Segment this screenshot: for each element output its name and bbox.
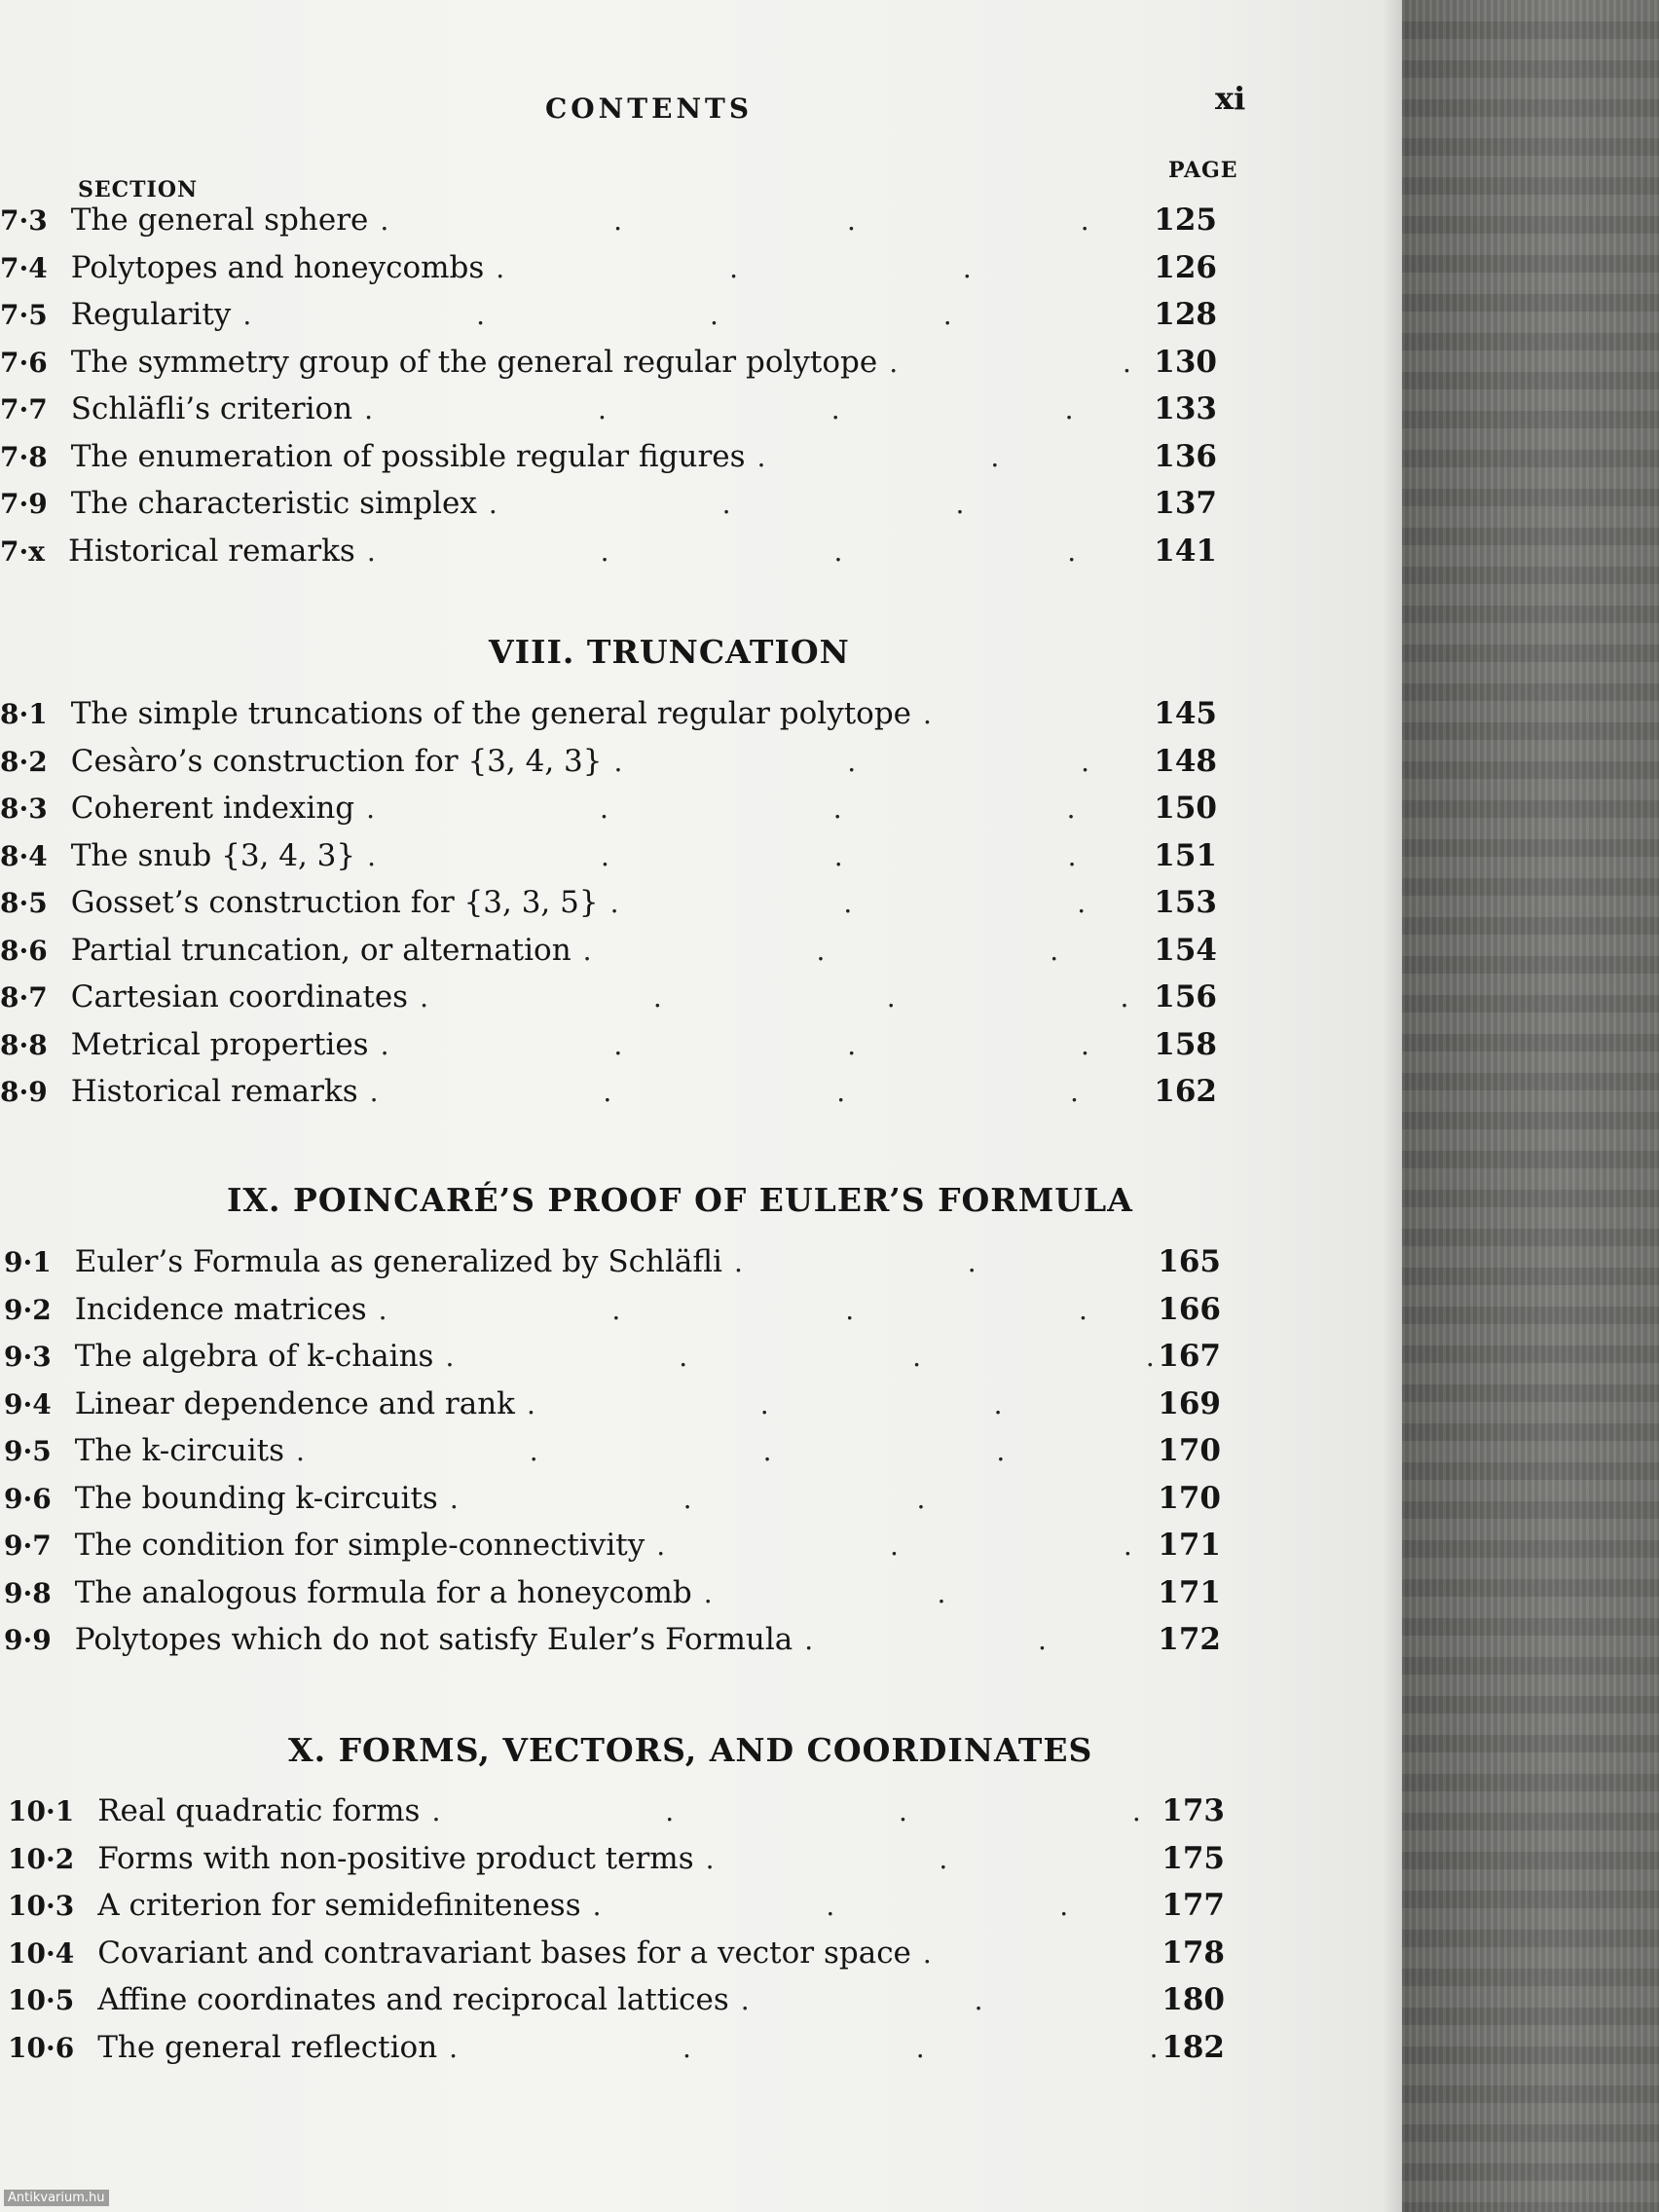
dot-leader	[354, 793, 1149, 825]
page-number: 173	[1161, 1793, 1225, 1828]
toc-entry	[4, 1292, 1221, 1331]
section-title: The general sphere	[70, 203, 369, 238]
section-number: 8·5	[0, 887, 48, 919]
dot-leader	[746, 441, 1149, 473]
page-title: CONTENTS	[545, 92, 754, 125]
toc-entry	[8, 1936, 1225, 1974]
page-number: 166	[1158, 1291, 1221, 1327]
section-title: Covariant and contravariant bases for a vector space	[97, 1935, 911, 1971]
dot-leader	[284, 1435, 1153, 1467]
section-number: 9·2	[4, 1293, 52, 1326]
section-number: 7·8	[0, 440, 48, 473]
section-title: Euler’s Formula as generalized by Schläfli	[74, 1244, 722, 1279]
section-title: Incidence matrices	[74, 1291, 367, 1327]
page-number: 158	[1154, 1026, 1217, 1062]
section-number: 9·5	[4, 1435, 52, 1467]
page-number: 133	[1154, 391, 1217, 426]
section-number: 8·6	[0, 934, 48, 967]
page-number: 170	[1158, 1433, 1221, 1468]
page-number: 136	[1154, 438, 1217, 474]
dot-leader	[692, 1577, 1153, 1609]
section-title: A criterion for semidefiniteness	[97, 1888, 581, 1923]
toc-entry	[0, 486, 1217, 525]
page-number: 125	[1154, 203, 1217, 238]
section-number: 8·1	[0, 698, 48, 730]
dot-leader	[438, 1483, 1153, 1515]
dot-leader	[355, 535, 1149, 568]
page-number: 137	[1154, 486, 1217, 521]
section-number: 7·x	[0, 535, 45, 568]
watermark-logo: Antikvarium.hu	[4, 2190, 109, 2206]
toc-entry	[4, 1433, 1221, 1472]
dot-leader	[515, 1388, 1153, 1420]
dot-leader	[694, 1843, 1157, 1875]
section-title: Coherent indexing	[70, 791, 355, 826]
toc-entry	[0, 1027, 1217, 1066]
dot-leader	[571, 935, 1149, 967]
page-folio: xi	[1215, 80, 1246, 117]
section-title: The general reflection	[97, 2029, 438, 2065]
section-title: Cesàro’s construction for {3, 4, 3}	[70, 743, 603, 779]
section-number: 10·4	[8, 1936, 75, 1970]
page-number: 153	[1154, 885, 1217, 920]
dot-leader	[231, 299, 1149, 331]
dot-leader	[368, 204, 1149, 237]
page-number: 178	[1161, 1935, 1225, 1971]
section-title: Cartesian coordinates	[70, 979, 409, 1014]
dot-leader	[645, 1530, 1153, 1562]
toc-entry	[8, 1888, 1225, 1927]
dot-leader	[477, 488, 1149, 520]
toc-entry	[8, 1982, 1225, 2021]
dot-leader	[911, 698, 1149, 730]
toc-entry	[0, 744, 1217, 783]
dot-leader	[420, 1795, 1157, 1827]
page-number: 171	[1158, 1574, 1221, 1610]
section-title: Forms with non-positive product terms	[97, 1840, 694, 1876]
section-number: 8·7	[0, 981, 48, 1014]
section-title: The symmetry group of the general regular polytope	[70, 344, 878, 380]
dot-leader	[602, 746, 1149, 778]
chapter-heading: X. FORMS, VECTORS, AND COORDINATES	[288, 1731, 1093, 1769]
section-number: 8·8	[0, 1028, 48, 1061]
dot-leader	[729, 1984, 1157, 2016]
dot-leader	[355, 840, 1149, 872]
page-number: 148	[1154, 743, 1217, 779]
section-number: 10·6	[8, 2031, 75, 2064]
toc-entry	[0, 391, 1217, 430]
book-spine-background	[1402, 0, 1659, 2212]
section-title: Polytopes which do not satisfy Euler’s Formula	[74, 1622, 793, 1657]
page-number: 169	[1158, 1385, 1221, 1421]
page-number: 177	[1161, 1888, 1225, 1923]
dot-leader	[367, 1294, 1153, 1326]
dot-leader	[793, 1624, 1153, 1656]
page-number: 141	[1154, 533, 1217, 569]
toc-entry	[4, 1244, 1221, 1283]
toc-entry	[0, 439, 1217, 478]
section-title: The k-circuits	[74, 1433, 284, 1468]
section-title: The algebra of k-chains	[74, 1339, 434, 1374]
section-number: 8·3	[0, 793, 48, 825]
dot-leader	[484, 252, 1149, 284]
page-number: 182	[1161, 2029, 1225, 2065]
toc-entry	[4, 1575, 1221, 1614]
section-number: 9·6	[4, 1482, 52, 1515]
chapter-heading: IX. POINCARÉ’S PROOF OF EULER’S FORMULA	[227, 1181, 1133, 1219]
section-number: 10·2	[8, 1842, 75, 1875]
toc-entry	[4, 1386, 1221, 1425]
section-number: 7·6	[0, 346, 48, 379]
section-column-label: SECTION	[78, 177, 199, 203]
section-title: Historical remarks	[70, 1074, 358, 1109]
toc-entry	[4, 1481, 1221, 1520]
toc-entry	[0, 838, 1217, 877]
section-number: 9·1	[4, 1246, 52, 1278]
page-number: 175	[1161, 1840, 1225, 1876]
page-number: 150	[1154, 791, 1217, 826]
section-number: 7·7	[0, 393, 48, 425]
section-number: 10·5	[8, 1984, 75, 2016]
dot-leader	[581, 1890, 1157, 1922]
section-title: The snub {3, 4, 3}	[70, 837, 356, 873]
section-title: Linear dependence and rank	[74, 1385, 515, 1421]
page-number: 172	[1158, 1622, 1221, 1657]
toc-entry	[0, 203, 1217, 241]
section-title: Schläfli’s criterion	[70, 391, 353, 426]
page-number: 156	[1154, 979, 1217, 1014]
section-title: The characteristic simplex	[70, 486, 477, 521]
toc-entry	[0, 791, 1217, 830]
page-number: 151	[1154, 837, 1217, 873]
page-number: 145	[1154, 696, 1217, 731]
toc-entry	[0, 297, 1217, 336]
page-number: 128	[1154, 297, 1217, 332]
dot-leader	[352, 393, 1149, 425]
section-title: Metrical properties	[70, 1026, 369, 1062]
section-title: Gosset’s construction for {3, 3, 5}	[70, 885, 599, 920]
section-title: The bounding k-circuits	[74, 1480, 438, 1516]
toc-entry	[0, 885, 1217, 924]
dot-leader	[408, 981, 1149, 1014]
page-number: 171	[1158, 1528, 1221, 1563]
page-number: 165	[1158, 1244, 1221, 1279]
toc-entry	[4, 1528, 1221, 1567]
page-number: 180	[1161, 1982, 1225, 2017]
toc-entry	[4, 1339, 1221, 1378]
toc-entry	[8, 1793, 1225, 1832]
section-number: 10·3	[8, 1890, 75, 1922]
section-title: The simple truncations of the general regular polytope	[70, 696, 912, 731]
page-number: 162	[1154, 1074, 1217, 1109]
section-title: The enumeration of possible regular figures	[70, 438, 746, 474]
section-title: The analogous formula for a honeycomb	[74, 1574, 692, 1610]
dot-leader	[358, 1076, 1149, 1108]
toc-entry	[0, 979, 1217, 1018]
section-number: 8·4	[0, 839, 48, 872]
section-title: Regularity	[70, 297, 232, 332]
dot-leader	[877, 347, 1149, 379]
toc-entry	[0, 933, 1217, 972]
section-number: 7·4	[0, 251, 48, 284]
page-number: 170	[1158, 1480, 1221, 1516]
section-number: 9·4	[4, 1387, 52, 1420]
section-number: 9·7	[4, 1530, 52, 1562]
section-number: 10·1	[8, 1795, 75, 1827]
toc-entry	[0, 250, 1217, 289]
toc-entry	[4, 1622, 1221, 1661]
section-title: Real quadratic forms	[97, 1793, 421, 1828]
toc-entry	[0, 1074, 1217, 1113]
toc-entry	[0, 696, 1217, 735]
section-number: 9·9	[4, 1624, 52, 1656]
section-title: Affine coordinates and reciprocal lattices	[97, 1982, 729, 2017]
dot-leader	[599, 887, 1149, 919]
dot-leader	[437, 2032, 1157, 2064]
page-number: 126	[1154, 249, 1217, 285]
section-title: Partial truncation, or alternation	[70, 932, 571, 968]
section-number: 9·8	[4, 1576, 52, 1609]
page-number: 167	[1158, 1339, 1221, 1374]
page-number: 154	[1154, 932, 1217, 968]
toc-entry	[8, 2030, 1225, 2069]
section-title: Historical remarks	[67, 533, 355, 569]
section-number: 8·9	[0, 1076, 48, 1108]
section-number: 8·2	[0, 745, 48, 778]
toc-entry	[0, 534, 1217, 572]
page-number: 130	[1154, 344, 1217, 380]
section-number: 7·3	[0, 204, 48, 237]
section-title: The condition for simple-connectivity	[74, 1528, 645, 1563]
section-title: Polytopes and honeycombs	[70, 249, 485, 285]
section-number: 7·5	[0, 299, 48, 331]
chapter-heading: VIII. TRUNCATION	[489, 633, 850, 671]
dot-leader	[911, 1937, 1157, 1970]
dot-leader	[369, 1029, 1149, 1061]
section-number: 7·9	[0, 488, 48, 520]
section-number: 9·3	[4, 1341, 52, 1373]
toc-entry	[0, 345, 1217, 384]
dot-leader	[433, 1341, 1153, 1373]
page-column-label: PAGE	[1168, 158, 1238, 183]
dot-leader	[722, 1246, 1153, 1278]
toc-entry	[8, 1841, 1225, 1880]
